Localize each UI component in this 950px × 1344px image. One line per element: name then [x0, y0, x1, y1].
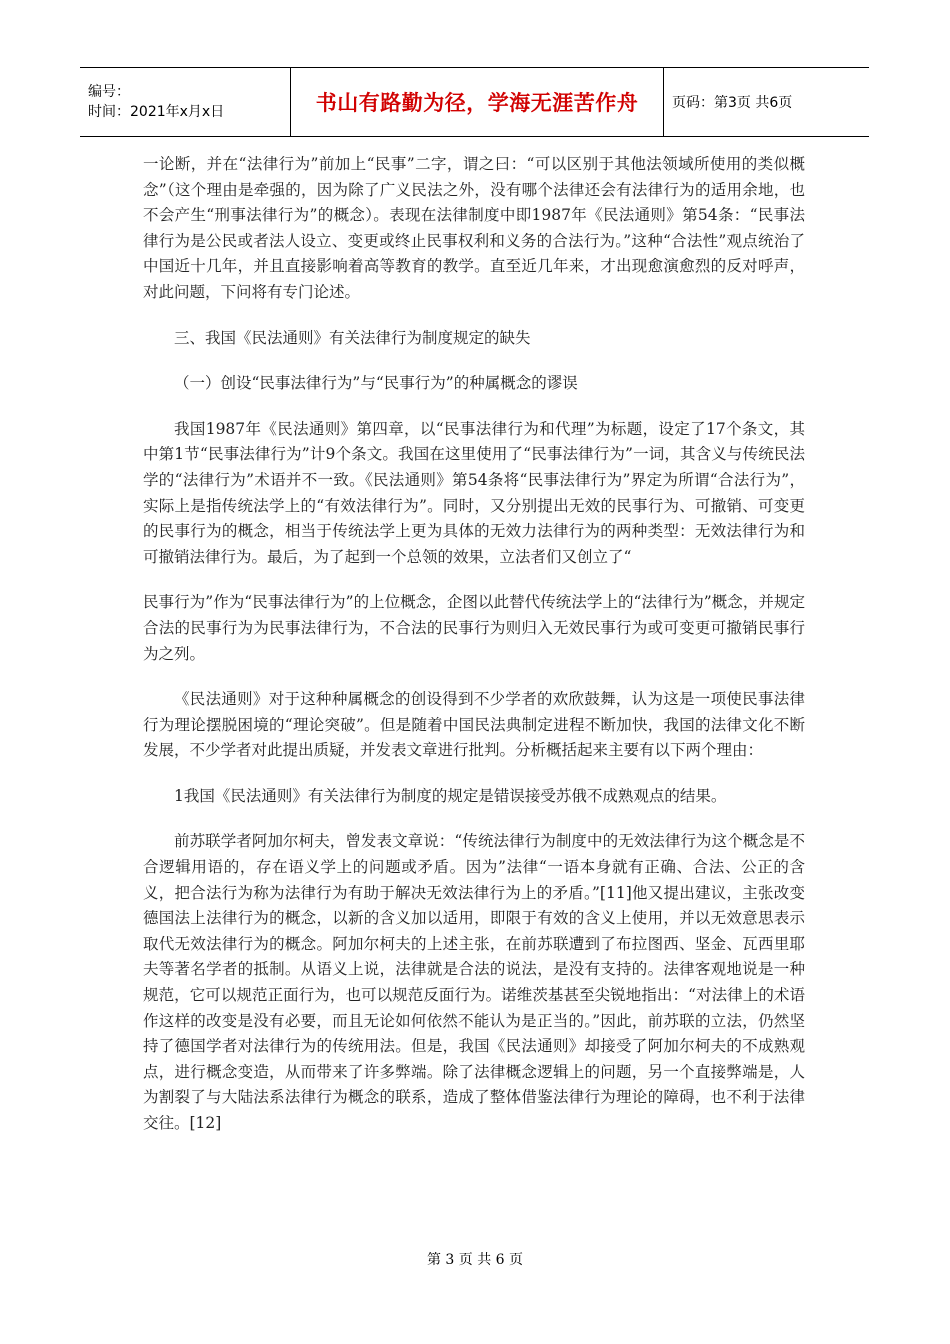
paragraph: 一论断，并在“法律行为”前加上“民事”二字，谓之曰：“可以区别于其他法领域所使用的类似概念”（这个理由是牵强的，因为除了广义民法之外，没有哪个法律还会有法律行为的适用余地，也不会产生“刑事法律行为”的概念）。表现在法律制度中即1987年《民法通则》第54条：“民事法律行为是公民或者法人设立、变更或终止民事权利和义务的合法行为。”这种“合法性”观点统治了中国近十几年，并且直接影响着高等教育的教学。直至近几年来，才出现愈演愈烈的反对呼声，对此问题，下问将有专门论述。 — [143, 155, 805, 301]
header-page-info: 页码：第3页 共6页 — [672, 95, 793, 111]
paragraph: 我国1987年《民法通则》第四章，以“民事法律行为和代理”为标题，设定了17个条文，其中第1节“民事法律行为”计9个条文。我国在这里使用了“民事法律行为”一词，其含义与传统民法学的“法律行为”术语并不一致。《民法通则》第54条将“民事法律行为”界定为所谓“合法行为”，实际上是指传统法学上的“有效法律行为”。同时，又分别提出无效的民事行为、可撤销、可变更的民事行为的概念，相当于传统法学上更为具体的无效力法律行为的两种类型：无效法律行为和可撤销法律行为。最后，为了起到一个总领的效果，立法者们又创立了“ — [143, 419, 805, 566]
subsection-heading: （一）创设“民事法律行为”与“民事行为”的种属概念的谬误 — [174, 374, 578, 393]
section-heading: 三、我国《民法通则》有关法律行为制度规定的缺失 — [174, 328, 531, 347]
header-meta — [80, 68, 291, 136]
header-motto-cell — [291, 68, 664, 136]
paragraph: 民事行为”作为“民事法律行为”的上位概念，企图以此替代传统法学上的“法律行为”概念，并规定合法的民事行为为民事法律行为，不合法的民事行为则归入无效民事行为或可变更可撤销民事行为之列。 — [143, 593, 805, 663]
page-footer: 第 3 页 共 6 页 — [426, 1252, 524, 1268]
point-heading: 1我国《民法通则》有关法律行为制度的规定是错误接受苏俄不成熟观点的结果。 — [174, 786, 727, 805]
document-date: 时间：2021年x月x日 — [88, 104, 225, 120]
document-number-label: 编号： — [88, 84, 130, 100]
paragraph: 《民法通则》对于这种种属概念的创设得到不少学者的欢欣鼓舞，认为这是一项使民事法律行为理论摆脱困境的“理论突破”。但是随着中国民法典制定进程不断加快，我国的法律文化不断发展，不少学者对此提出质疑，并发表文章进行批判。分析概括起来主要有以下两个理由： — [143, 690, 805, 760]
header-page-cell — [664, 68, 869, 136]
document-header — [80, 67, 869, 137]
paragraph: 前苏联学者阿加尔柯夫，曾发表文章说：“传统法律行为制度中的无效法律行为这个概念是不合逻辑用语的，存在语义学上的问题或矛盾。因为”法律“一语本身就有正确、合法、公正的含义，把合法行为称为法律行为有助于解决无效法律行为上的矛盾。”[11]他又提出建议，主张改变德国法上法律行为的概念，以新的含义加以适用，即限于有效的含义上使用，并以无效意思表示取代无效法律行为的概念。阿加尔柯夫的上述主张，在前苏联遭到了布拉图西、坚金、瓦西里耶夫等著名学者的抵制。从语义上说，法律就是合法的说法，是没有支持的。法律客观地说是一种规范，它可以规范正面行为，也可以规范反面行为。诺维茨基甚至尖锐地指出：“对法律上的术语作这样的改变是没有必要，而且无论如何依然不能认为是正当的。”因此，前苏联的立法，仍然坚持了德国学者对法律行为的传统用法。但是，我国《民法通则》却接受了阿加尔柯夫的不成熟观点，进行概念变造，从而带来了许多弊端。除了法律概念逻辑上的问题，另一个直接弊端是，人为割裂了与大陆法系法律行为概念的联系，造成了整体借鉴法律行为理论的障碍，也不利于法律交往。[12] — [143, 832, 805, 1132]
header-motto: 书山有路勤为径，学海无涯苦作舟 — [315, 91, 639, 115]
document-body — [143, 152, 805, 1157]
